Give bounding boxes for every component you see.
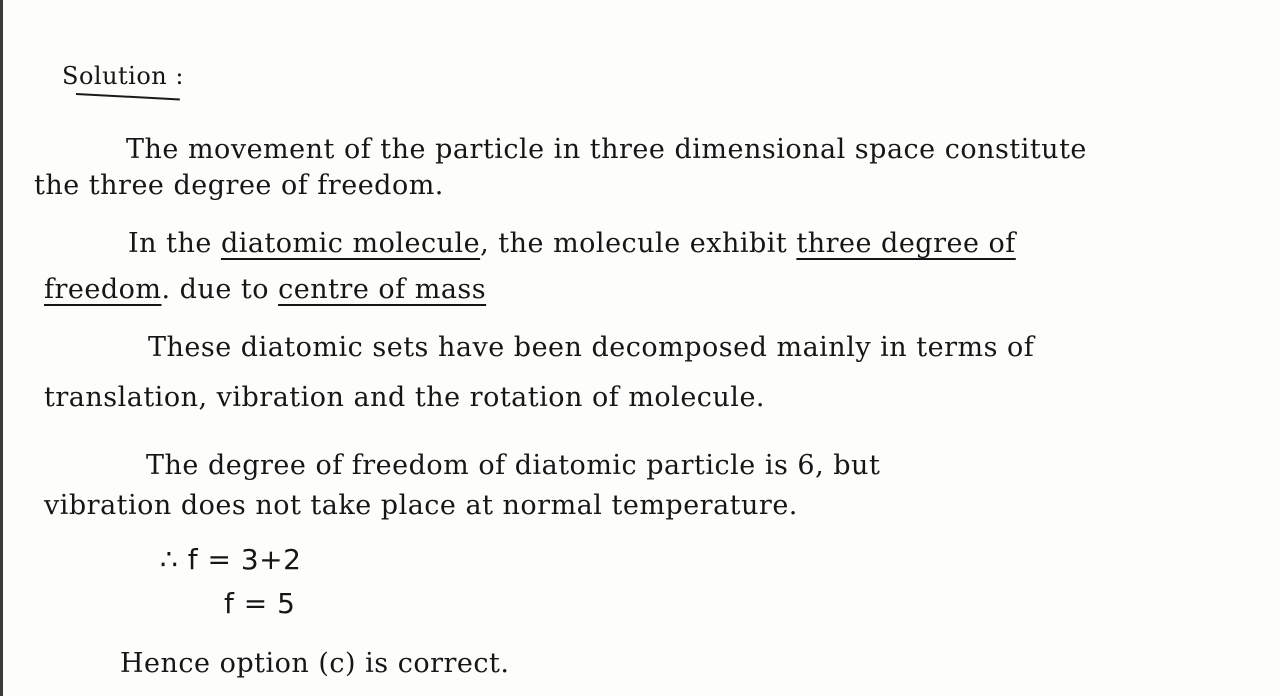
- paragraph-line-4: [44, 276, 486, 303]
- paragraph-line-8: [44, 492, 798, 519]
- paragraph-line-5: [148, 334, 1034, 361]
- underlined-phrase: centre of mass: [278, 274, 487, 305]
- text-segment: The degree of freedom of diatomic particle is 6, but: [146, 450, 881, 481]
- conclusion-line: Hence option (c) is correct.: [120, 648, 510, 679]
- heading-underline: [76, 93, 180, 100]
- text-segment: These diatomic sets have been decomposed mainly in terms of: [148, 332, 1035, 363]
- text-segment: the three degree of freedom.: [34, 170, 444, 201]
- paragraph-line-6: [44, 384, 765, 411]
- underlined-phrase: three degree of: [796, 228, 1016, 259]
- text-segment: The movement of the particle in three dimensional space constitute: [126, 134, 1087, 165]
- page-border: [0, 0, 3, 696]
- underlined-phrase: diatomic molecule: [220, 228, 481, 259]
- paragraph-line-3: [128, 230, 1016, 257]
- solution-heading: Solution :: [62, 62, 184, 90]
- paragraph-line-7: [146, 452, 880, 479]
- text-segment: . due to: [161, 274, 279, 305]
- underlined-phrase: freedom: [44, 274, 162, 305]
- text-segment: , the molecule exhibit: [480, 228, 797, 259]
- text-segment: In the: [128, 228, 221, 259]
- equation-line-2: f = 5: [224, 587, 296, 620]
- text-segment: translation, vibration and the rotation of molecule.: [44, 382, 765, 413]
- equation-line-1: ∴ f = 3+2: [160, 543, 302, 576]
- paragraph-line-1: [126, 136, 1087, 163]
- paragraph-line-2: [34, 172, 444, 199]
- text-segment: vibration does not take place at normal temperature.: [44, 490, 798, 521]
